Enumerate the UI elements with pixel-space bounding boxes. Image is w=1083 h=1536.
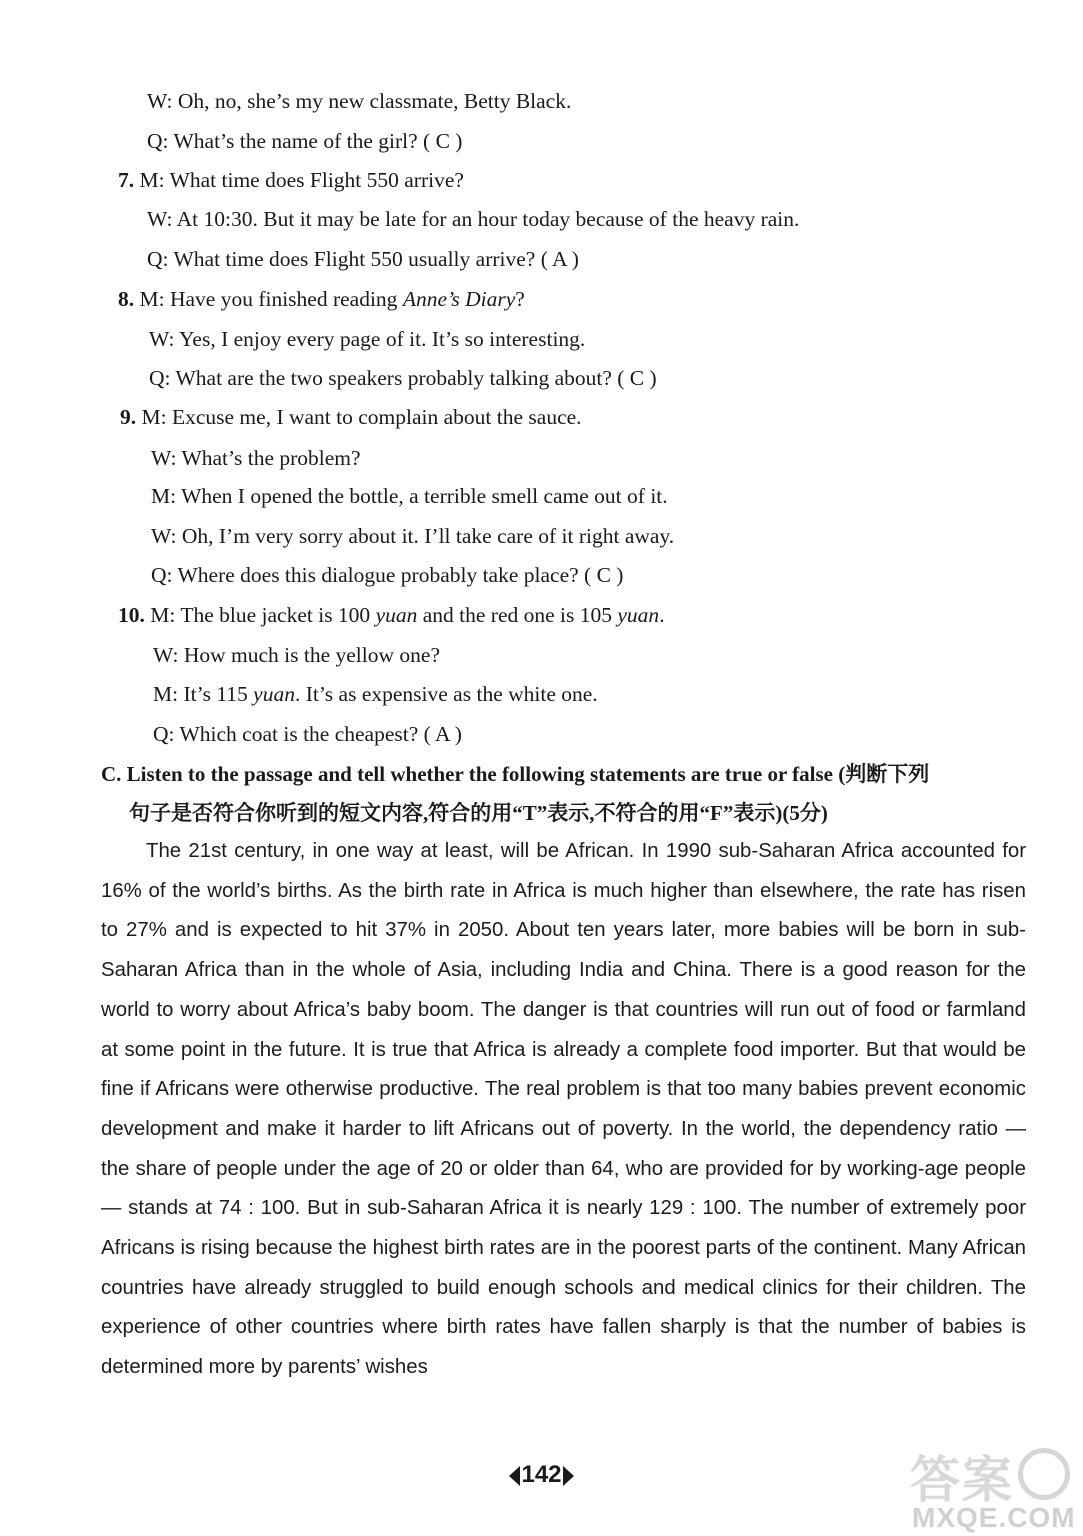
page-number: 142 — [0, 1460, 1083, 1490]
section-c-heading-cont: 句子是否符合你听到的短文内容,符合的用“T”表示,不符合的用“F”表示)(5分) — [129, 801, 828, 825]
dialogue-line: Q: Which coat is the cheapest? ( A ) — [153, 722, 462, 746]
dialogue-line: W: Oh, I’m very sorry about it. I’ll take care of it right away. — [151, 524, 675, 548]
dialogue-line: W: How much is the yellow one? — [153, 643, 440, 667]
question-number: 10. — [118, 603, 145, 627]
watermark-top-text: 答案 — [910, 1452, 1014, 1508]
book-title: Anne’s Diary — [402, 287, 516, 311]
dialogue-line: W: Oh, no, she’s my new classmate, Betty Black. — [147, 89, 572, 113]
watermark-bottom-text: MXQE.COM — [912, 1502, 1076, 1533]
dialogue-line: M: It’s 115 yuan. It’s as expensive as the white one. — [153, 682, 598, 706]
question-number: 9. — [120, 405, 137, 429]
watermark-circle-icon — [1018, 1448, 1070, 1500]
dialogue-line: 9. M: Excuse me, I want to complain about the sauce. — [120, 405, 582, 429]
question-number: 7. — [118, 168, 135, 192]
dialogue-line: 7. M: What time does Flight 550 arrive? — [118, 168, 464, 192]
dialogue-line: 8. M: Have you finished reading Anne’s Diary? — [118, 287, 525, 311]
dialogue-line: M: When I opened the bottle, a terrible smell came out of it. — [151, 484, 668, 508]
dialogue-line: Q: What’s the name of the girl? ( C ) — [147, 129, 463, 153]
right-triangle-icon — [563, 1466, 574, 1486]
dialogue-line: Q: Where does this dialogue probably take place? ( C ) — [151, 563, 624, 587]
dialogue-line: 10. M: The blue jacket is 100 yuan and the red one is 105 yuan. — [118, 603, 665, 627]
dialogue-line: W: What’s the problem? — [151, 446, 361, 470]
watermark-logo — [900, 1440, 1080, 1536]
dialogue-line: W: At 10:30. But it may be late for an hour today because of the heavy rain. — [147, 207, 800, 231]
section-c-heading: C. Listen to the passage and tell whether the following statements are true or false (判断下列 — [101, 762, 930, 786]
listening-passage: The 21st century, in one way at least, will be African. In 1990 sub-Saharan Africa accounted for 16% of the world’s births. As the birth rate in Africa is much higher than elsewhere, the rate has risen to 27% and is expected to hit 37% in 2050. About ten years later, more babies will be born in sub-Saharan Africa than in the whole of Asia, including India and China. There is a good reason for the world to worry about Africa’s baby boom. The danger is that countries will run out of food or farmland at some point in the future. It is true that Africa is already a complete food importer. But that would be fine if Africans were otherwise productive. The real problem is that too many babies prevent economic development and make it harder to lift Africans out of poverty. In the world, the dependency ratio — the share of people under the age of 20 or older than 64, who are provided for by working-age people — stands at 74 : 100. But in sub-Saharan Africa it is nearly 129 : 100. The number of extremely poor Africans is rising because the highest birth rates are in the poorest parts of the continent. Many African countries have already struggled to build enough schools and medical clinics for their children. The experience of other countries where birth rates have fallen sharply is that the number of babies is determined more by parents’ wishes — [101, 840, 1026, 1379]
left-triangle-icon — [509, 1466, 520, 1486]
dialogue-line: W: Yes, I enjoy every page of it. It’s so interesting. — [149, 327, 586, 351]
dialogue-line: Q: What time does Flight 550 usually arrive? ( A ) — [147, 247, 579, 271]
question-number: 8. — [118, 287, 135, 311]
dialogue-line: Q: What are the two speakers probably talking about? ( C ) — [149, 366, 657, 390]
